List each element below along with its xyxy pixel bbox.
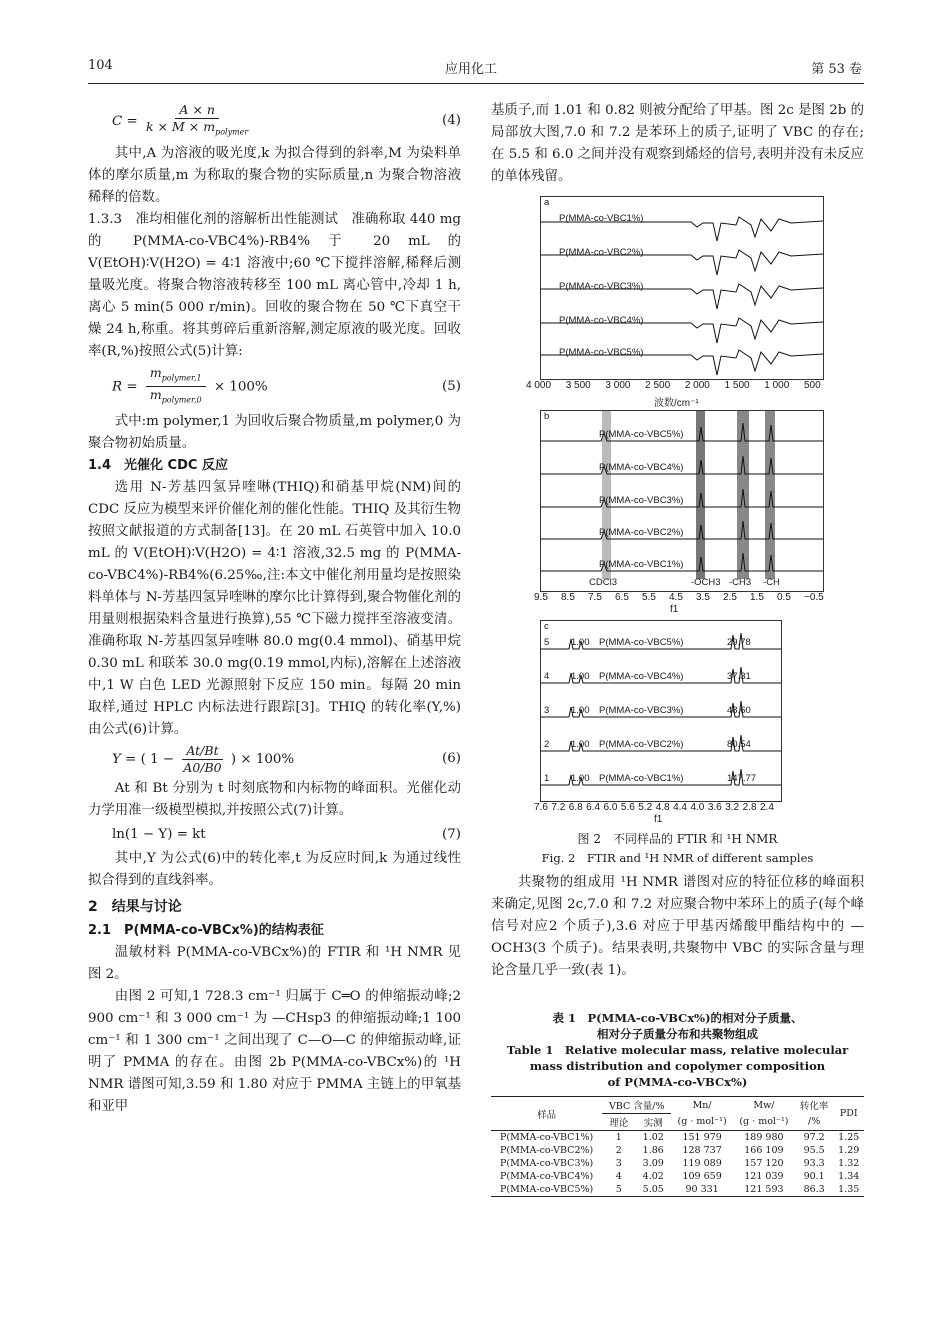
figure-caption-cn: 图 2 不同样品的 FTIR 和 ¹H NMR (577, 832, 778, 846)
axis-tick-label: 2.8 (742, 802, 757, 813)
axis-tick-label: 5.5 (642, 592, 656, 603)
table-cell: P(MMA-co-VBC1%) (499, 1132, 594, 1143)
trace-left: 1.00 (571, 637, 590, 648)
axis-tick-label: 6.8 (568, 802, 583, 813)
table-cell: 97.2 (803, 1132, 825, 1143)
axis-tick-label: 5.6 (620, 802, 635, 813)
right-column-bottom (491, 872, 864, 982)
table-cell: 128 737 (682, 1145, 722, 1156)
table-row (491, 1183, 864, 1197)
equation-7: ln(1 − Y) = kt (7) (112, 826, 461, 842)
trace-label: P(MMA-co-VBC4%) (599, 462, 684, 473)
annotation-ch3: -CH3 (729, 577, 752, 588)
axis-ticks-a (526, 380, 832, 394)
axis-label-b: f1 (670, 604, 679, 615)
table-cell: 86.3 (795, 1183, 834, 1197)
axis-tick-label: 2 000 (684, 380, 710, 391)
table-cell: P(MMA-co-VBC4%) (499, 1171, 594, 1182)
table-cell: 119 089 (682, 1158, 722, 1169)
axis-tick-label: 4.8 (655, 802, 670, 813)
table-cell: 3 (615, 1158, 622, 1169)
figure-panel-b (540, 410, 824, 592)
panel-label: a (544, 197, 550, 208)
col-header: VBC 含量/% (602, 1097, 671, 1114)
table-cell: 109 659 (682, 1171, 722, 1182)
axis-tick-label: 0.5 (777, 592, 791, 603)
axis-tick-label: 6.4 (586, 802, 601, 813)
trace-name: P(MMA-co-VBC4%) (599, 671, 684, 682)
equation-5: R = $\frac{m_{polymer,1}}{m_{polymer,0}}$ × 100% (5) (112, 364, 461, 405)
col-header: PDI (834, 1097, 865, 1131)
axis-tick-label: 1.5 (750, 592, 764, 603)
table-cell: P(MMA-co-VBC3%) (499, 1158, 594, 1169)
equation-4: C = $\frac{A \times n}{k \times M \times m_{polymer}}$ (4) (112, 102, 461, 137)
annotation-ch: -CH (763, 577, 780, 588)
axis-tick-label: 3.2 (725, 802, 740, 813)
table-cell: 151 979 (682, 1132, 722, 1143)
col-header: 样品 (491, 1097, 602, 1131)
paragraph: 基质子,而 1.01 和 0.82 则被分配给了甲基。图 2c 是图 2b 的局部放大图,7.0 和 7.2 是苯环上的质子,证明了 VBC 的存在;在 5.5 和 6.0 之间并没有观察到烯烃的信号,表明并没有未反应的单体残留。 (491, 103, 864, 184)
trace-label: P(MMA-co-VBC5%) (599, 429, 684, 440)
axis-label-a: 波数/cm⁻¹ (654, 398, 699, 409)
axis-tick-label: 3.5 (696, 592, 710, 603)
table-cell: P(MMA-co-VBC5%) (491, 1183, 602, 1197)
table-row (491, 1157, 864, 1170)
table-row (491, 1144, 864, 1157)
trace-name: P(MMA-co-VBC3%) (599, 705, 684, 716)
axis-tick-label: 7.2 (551, 802, 566, 813)
trace-no: 4 (544, 671, 550, 682)
axis-label-c: f1 (654, 814, 663, 825)
axis-tick-label: 9.5 (534, 592, 548, 603)
trace-label: P(MMA-co-VBC2%) (559, 247, 644, 258)
col-header: Mw/ (733, 1097, 795, 1114)
table-cell: 1.29 (838, 1145, 860, 1156)
table-cell: 5 (602, 1183, 635, 1197)
axis-tick-label: 3 500 (565, 380, 591, 391)
table-cell: 121 593 (733, 1183, 795, 1197)
section-heading-2: 2 结果与讨论 (88, 898, 182, 915)
section-heading-1-4: 1.4 光催化 CDC 反应 (88, 457, 228, 473)
axis-tick-label: 6.0 (603, 802, 618, 813)
axis-tick-label: 8.5 (561, 592, 575, 603)
trace-right: 147.77 (727, 773, 757, 784)
table-cell: 90 331 (671, 1183, 733, 1197)
col-header: /% (808, 1116, 821, 1128)
table-cell: 1 (615, 1132, 622, 1143)
section-heading-2-1: 2.1 P(MMA-co-VBCx%)的结构表征 (88, 922, 324, 938)
panel-label: b (544, 411, 550, 422)
trace-left: 1.00 (571, 705, 590, 716)
table-cell: 157 120 (744, 1158, 784, 1169)
trace-no: 1 (544, 773, 550, 784)
axis-tick-label: 3 000 (605, 380, 631, 391)
axis-tick-label: −0.5 (804, 592, 824, 603)
trace-left: 1.00 (571, 739, 590, 750)
table-row (491, 1131, 864, 1145)
table-cell: 3.09 (642, 1158, 664, 1169)
axis-tick-label: 4.0 (690, 802, 705, 813)
table-title-en: of P(MMA-co-VBCx%) (607, 1075, 748, 1089)
axis-tick-label: 2.4 (760, 802, 774, 813)
table-cell: 4.02 (642, 1171, 664, 1182)
axis-ticks-b (534, 592, 832, 606)
trace-name: P(MMA-co-VBC1%) (599, 773, 684, 784)
trace-right: 29.78 (727, 637, 751, 648)
axis-tick-label: 7.5 (588, 592, 602, 603)
trace-label: P(MMA-co-VBC1%) (559, 213, 644, 224)
table-cell: P(MMA-co-VBC2%) (499, 1145, 594, 1156)
paragraph: 其中,A 为溶液的吸光度,k 为拟合得到的斜率,M 为染料单体的摩尔质量,m 为称取的聚合物的实际质量,n 为聚合物溶液稀释的倍数。 (88, 145, 461, 205)
right-column-top (491, 100, 864, 188)
axis-tick-label: 4.5 (669, 592, 683, 603)
trace-no: 3 (544, 705, 550, 716)
table-cell: 1.35 (834, 1183, 865, 1197)
table-cell: 95.5 (803, 1145, 825, 1156)
trace-name: P(MMA-co-VBC5%) (599, 637, 684, 648)
data-table (491, 1096, 864, 1197)
paragraph: 式中:m polymer,1 为回收后聚合物质量,m polymer,0 为聚合物初始质量。 (88, 413, 461, 451)
paragraph: 选用 N-芳基四氢异喹啉(THIQ)和硝基甲烷(NM)间的 CDC 反应为模型来评价催化剂的催化性能。THIQ 及其衍生物按照文献报道的方式制备[13]。在 20 mL 石英管中加入 10.0 mL 的 V(EtOH)∶V(H2O) = 4∶1 溶液,32.5 mg 的 P(MMA-co-VBC4%)-RB4%(6.25‰,注:本文中催化剂用量均是按照染料单体与 N-芳基四氢异喹啉的摩尔比计算得到,聚合物催化剂的用量则根据染料含量进行换算),55 ℃下磁力搅拌至溶液变清。准确称取 N-芳基四氢异喹啉 80.0 mg(0.4 mmol)、硝基甲烷 0.30 mL 和联苯 30.0 mg(0.19 mmol,内标),溶解在上述溶液中,1 W 白色 LED 光源照射下反应 150 min。每隔 20 min 取样,通过 HPLC 内标法进行跟踪[3]。THIQ 的转化率(Y,%)由公式(6)计算。 (88, 479, 461, 737)
table-cell: 1.86 (642, 1145, 664, 1156)
col-header: 实测 (643, 1118, 663, 1129)
trace-label: P(MMA-co-VBC2%) (599, 527, 684, 538)
section-1-3-3: 1.3.3 准均相催化剂的溶解析出性能测试 准确称取 440 mg 的 P(MMA-co-VBC4%)-RB4% 于 20 mL 的 V(EtOH)∶V(H2O) = 4∶1 溶液中;60 ℃下搅拌溶解,稀释后测量吸光度。将聚合物溶液转移至 100 mL 离心管中,冷却 1 h,离心 5 min(5 000 r/min)。回收的聚合物在 50 ℃下真空干燥 24 h,称重。将其剪碎后重新溶解,测定原液的吸光度。回收率(R,%)按照公式(5)计算: (88, 211, 461, 359)
col-header: 理论 (609, 1118, 629, 1129)
page-number: 104 (88, 58, 113, 73)
table-cell: 5.05 (635, 1183, 671, 1197)
table-title-en: Table 1 Relative molecular mass, relative molecular (506, 1043, 849, 1057)
left-column (88, 100, 461, 1118)
table-cell: 1.32 (838, 1158, 860, 1169)
figure-panel-c (540, 620, 782, 802)
table-row (491, 1170, 864, 1183)
axis-tick-label: 2 500 (645, 380, 671, 391)
trace-name: P(MMA-co-VBC2%) (599, 739, 684, 750)
table-cell: 121 039 (744, 1171, 784, 1182)
figure-panel-a (540, 196, 824, 380)
paragraph: 其中,Y 为公式(6)中的转化率,t 为反应时间,k 为通过线性拟合得到的直线斜率。 (88, 850, 461, 888)
axis-tick-label: 1 000 (764, 380, 790, 391)
axis-tick-label: 5.2 (638, 802, 653, 813)
col-header: 转化率 (795, 1097, 834, 1114)
table-cell: 1.25 (838, 1132, 860, 1143)
annotation-och3: -OCH3 (691, 577, 721, 588)
table-cell: 93.3 (803, 1158, 825, 1169)
table-cell: 1.34 (838, 1171, 860, 1182)
journal-name: 应用化工 (445, 62, 498, 77)
col-header: (g · mol⁻¹) (677, 1116, 727, 1128)
trace-label: P(MMA-co-VBC1%) (599, 559, 684, 570)
trace-right: 37.31 (727, 671, 751, 682)
volume-label: 第 53 卷 (811, 62, 862, 77)
table-cell: 4 (615, 1171, 622, 1182)
axis-tick-label: 1 500 (724, 380, 750, 391)
paragraph: 温敏材料 P(MMA-co-VBCx%)的 FTIR 和 ¹H NMR 见图 2。 (88, 944, 461, 982)
panel-label: c (544, 621, 549, 632)
paragraph: 由图 2 可知,1 728.3 cm⁻¹ 归属于 C═O 的伸缩振动峰;2 900 cm⁻¹ 和 3 000 cm⁻¹ 为 —CHsp3 的伸缩振动峰;1 100 cm⁻¹ 和 1 300 cm⁻¹ 之间出现了 C—O—C 的伸缩振动峰,证明了 PMMA 的存在。由图 2b P(MMA-co-VBCx%)的 ¹H NMR 谱图可知,3.59 和 1.80 对应于 PMMA 主链上的甲氧基和亚甲 (88, 988, 461, 1114)
trace-label: P(MMA-co-VBC5%) (559, 347, 644, 358)
table-cell: 2 (615, 1145, 622, 1156)
axis-tick-label: 4.4 (673, 802, 687, 813)
table-title-cn: 相对分子质量分布和共聚物组成 (597, 1027, 758, 1041)
paragraph: 共聚物的组成用 ¹H NMR 谱图对应的特征位移的峰面积来确定,见图 2c,7.0 和 7.2 对应聚合物中苯环上的质子(每个峰信号对应2 个质子),3.6 对应于甲基丙烯酸甲酯结构中的 —OCH3(3 个质子)。结果表明,共聚物中 VBC 的实际含量与理论含量几乎一致(表 1)。 (491, 875, 864, 978)
axis-tick-label: 2.5 (723, 592, 737, 603)
trace-label: P(MMA-co-VBC4%) (559, 315, 644, 326)
table-cell: 189 980 (744, 1132, 784, 1143)
paragraph: At 和 Bt 分别为 t 时刻底物和内标物的峰面积。光催化动力学用准一级模型模拟,并按照公式(7)计算。 (88, 780, 461, 818)
table-title-cn: 表 1 P(MMA-co-VBCx%)的相对分子质量、 (552, 1011, 803, 1025)
axis-tick-label: 500 (804, 380, 821, 391)
trace-label: P(MMA-co-VBC3%) (559, 281, 644, 292)
trace-left: 1.00 (571, 671, 590, 682)
trace-no: 5 (544, 637, 550, 648)
table-cell: 1.02 (642, 1132, 664, 1143)
axis-tick-label: 4 000 (526, 380, 552, 391)
col-header: Mn/ (671, 1097, 733, 1114)
header-rule (88, 83, 864, 84)
trace-no: 2 (544, 739, 550, 750)
axis-tick-label: 3.6 (707, 802, 722, 813)
trace-right: 48.60 (727, 705, 751, 716)
figure-caption-en: Fig. 2 FTIR and ¹H NMR of different samples (541, 851, 814, 865)
axis-tick-label: 7.6 (534, 802, 548, 813)
table-title-en: mass distribution and copolymer composition (529, 1059, 826, 1073)
table-cell: 90.1 (803, 1171, 825, 1182)
table-1 (491, 1010, 864, 1197)
table-cell: 166 109 (744, 1145, 784, 1156)
col-header: (g · mol⁻¹) (739, 1116, 789, 1128)
trace-left: 1.00 (571, 773, 590, 784)
annotation-cdcl3: CDCl3 (589, 577, 617, 588)
equation-6: Y = ( 1 − $\frac{At/Bt}{A0/B0}$ ) × 100% (6) (112, 742, 461, 775)
trace-right: 80.54 (727, 739, 751, 750)
axis-tick-label: 6.5 (615, 592, 629, 603)
trace-label: P(MMA-co-VBC3%) (599, 495, 684, 506)
